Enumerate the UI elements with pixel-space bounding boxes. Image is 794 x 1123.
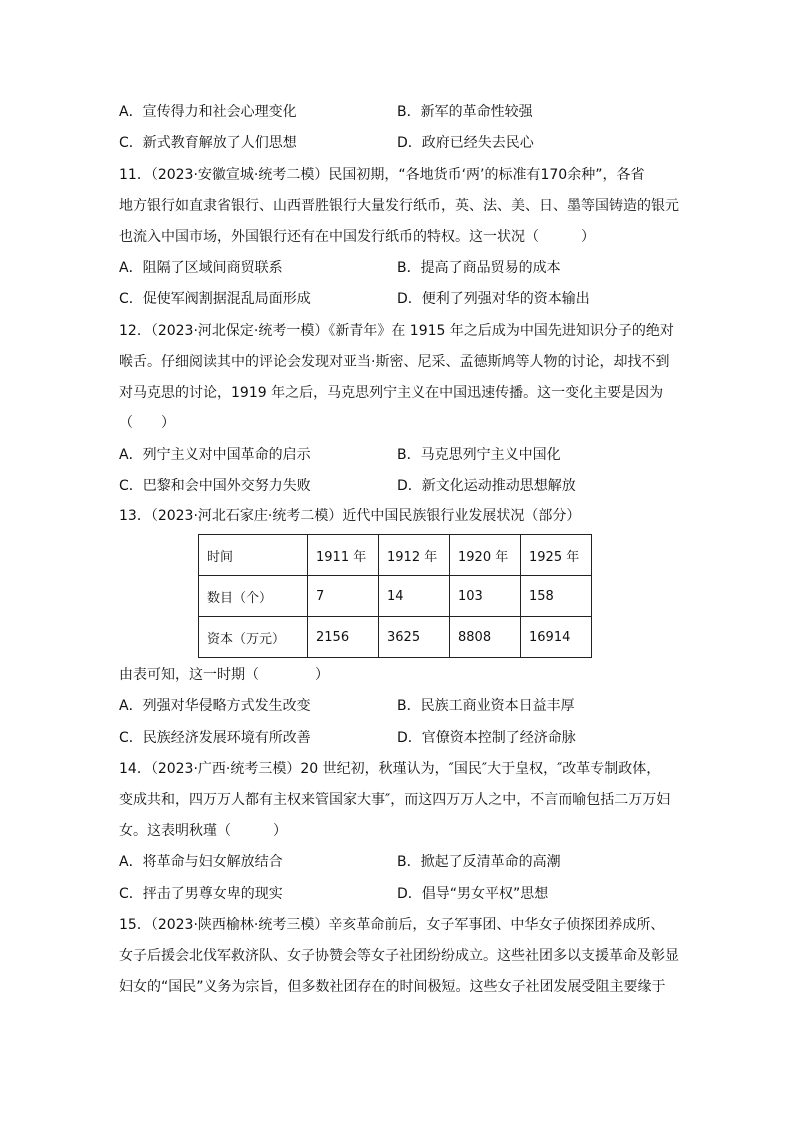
q11-option-a: A．阻隔了区域间商贸联系 <box>119 260 283 276</box>
table-cell: 16914 <box>521 617 592 658</box>
table-cell: 资本（万元） <box>199 617 308 658</box>
q11-stem-line2: 地方银行如直隶省银行、山西晋胜银行大量发行纸币，英、法、美、日、墨等国铸造的银元 <box>119 198 679 214</box>
q14-option-a: A．将革命与妇女解放结合 <box>119 854 283 870</box>
q10-option-b: B．新军的革命性较强 <box>397 104 533 120</box>
table-row <box>199 617 592 658</box>
table-cell: 14 <box>379 576 450 617</box>
table-header-row <box>199 535 592 576</box>
q15-stem-line2: 女子后援会北伐军救济队、女子协赞会等女子社团纷纷成立。这些社团多以支援革命及彰显 <box>119 948 679 964</box>
q14-stem-line3: 女。这表明秋瑾（ ） <box>119 823 287 839</box>
q14-stem-line1: 14．（2023·广西·统考三模）20 世纪初，秋瑾认为，″国民″大于皇权，″改革专制政体， <box>119 761 661 777</box>
q11-option-b: B．提高了商品贸易的成本 <box>397 260 561 276</box>
q13-option-d: D．官僚资本控制了经济命脉 <box>397 730 576 746</box>
q13-option-c: C．民族经济发展环境有所改善 <box>119 730 311 746</box>
table-cell: 8808 <box>450 617 521 658</box>
table-cell: 3625 <box>379 617 450 658</box>
q15-stem-line1: 15．（2023·陕西榆林·统考三模）辛亥革命前后，女子军事团、中华女子侦探团养成所、 <box>119 917 665 933</box>
q12-stem-line1: 12．（2023·河北保定·统考一模）《新青年》在 1915 年之后成为中国先进知识分子的绝对 <box>119 323 674 339</box>
q12-stem-line3: 对马克思的讨论，1919 年之后，马克思列宁主义在中国迅速传播。这一变化主要是因为 <box>119 385 664 401</box>
q12-option-a: A．列宁主义对中国革命的启示 <box>119 447 311 463</box>
q13-option-a: A．列强对华侵略方式发生改变 <box>119 698 311 714</box>
q14-option-d: D．倡导“男女平权”思想 <box>397 886 549 902</box>
q14-option-b: B．掀起了反清革命的高潮 <box>397 854 561 870</box>
q14-stem-line2: 变成共和，四万万人都有主权来管国家大事″，而这四万万人之中，不言而喻包括二万万妇 <box>119 792 671 808</box>
bank-data-table <box>198 534 592 658</box>
table-cell: 1911 年 <box>308 535 379 576</box>
table-cell: 时间 <box>199 535 308 576</box>
q13-stem-line2: 由表可知，这一时期（ ） <box>119 667 329 683</box>
q12-stem-line2: 喉舌。仔细阅读其中的评论会发现对亚当·斯密、尼采、孟德斯鸠等人物的讨论，却找不到 <box>119 354 670 370</box>
q10-option-a: A．宣传得力和社会心理变化 <box>119 104 297 120</box>
q10-option-c: C．新式教育解放了人们思想 <box>119 135 297 151</box>
table-cell: 数目（个） <box>199 576 308 617</box>
table-cell: 7 <box>308 576 379 617</box>
q15-stem-line3: 妇女的“国民”义务为宗旨，但多数社团存在的时间极短。这些女子社团发展受阻主要缘于 <box>119 979 666 995</box>
q12-option-d: D．新文化运动推动思想解放 <box>397 478 576 494</box>
q13-option-b: B．民族工商业资本日益丰厚 <box>397 698 575 714</box>
q13-stem-line1: 13．（2023·河北石家庄·统考二模）近代中国民族银行业发展状况（部分） <box>119 508 581 524</box>
q12-stem-line4: （ ） <box>119 415 175 431</box>
q11-stem-line3: 也流入中国市场，外国银行还有在中国发行纸币的特权。这一状况（ ） <box>119 229 595 245</box>
q14-option-c: C．抨击了男尊女卑的现实 <box>119 886 283 902</box>
q11-option-d: D．便利了列强对华的资本输出 <box>397 291 590 307</box>
table-cell: 1925 年 <box>521 535 592 576</box>
q11-stem-line1: 11．（2023·安徽宣城·统考二模）民国初期，“各地货币‘两’的标准有170余种”，各省 <box>119 167 645 183</box>
table-cell: 2156 <box>308 617 379 658</box>
q10-option-d: D．政府已经失去民心 <box>397 135 534 151</box>
table-cell: 103 <box>450 576 521 617</box>
q12-option-b: B．马克思列宁主义中国化 <box>397 447 561 463</box>
table-row <box>199 576 592 617</box>
table-cell: 1912 年 <box>379 535 450 576</box>
table-cell: 158 <box>521 576 592 617</box>
q12-option-c: C．巴黎和会中国外交努力失败 <box>119 478 311 494</box>
q11-option-c: C．促使军阀割据混乱局面形成 <box>119 291 311 307</box>
table-cell: 1920 年 <box>450 535 521 576</box>
